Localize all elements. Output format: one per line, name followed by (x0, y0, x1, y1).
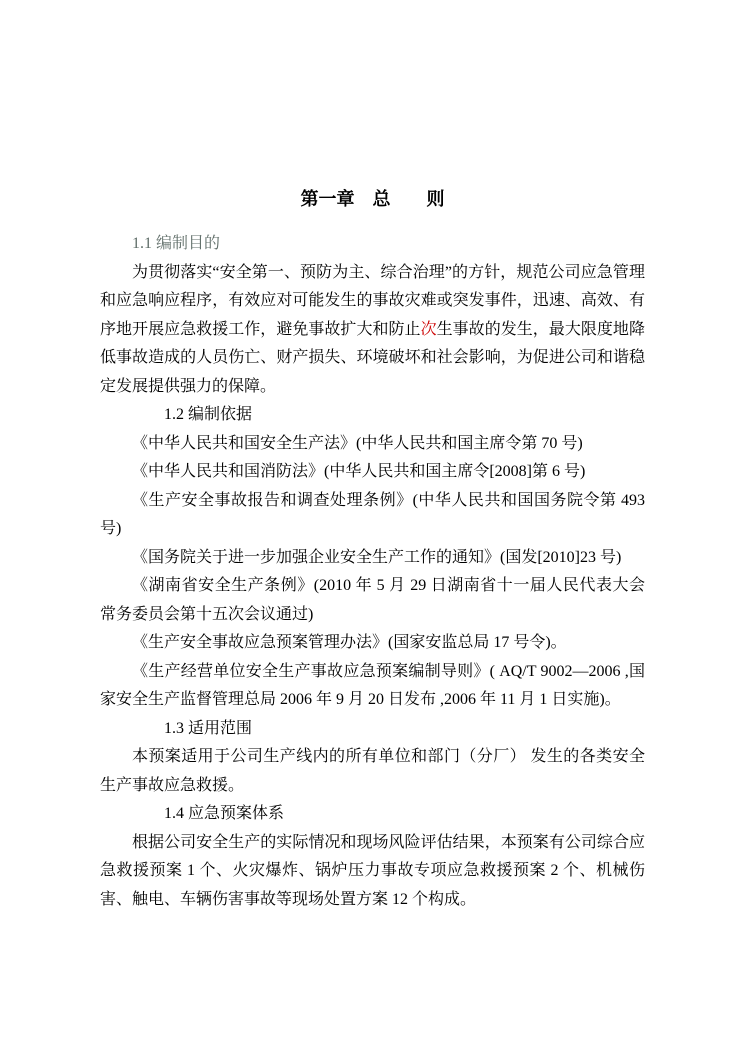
purpose-text-after-red: 生事故的发生，最大限度地降低事故造成的人员伤亡、财产损失、环境破坏和社会影响，为促进公司和谐稳定发展提供强力的保障。 (100, 320, 645, 395)
section-heading-1-3: 1.3 适用范围 (164, 719, 253, 737)
section-heading-1-2: 1.2 编制依据 (164, 406, 253, 423)
paragraph-plan-system: 根据公司安全生产的实际情况和现场风险评估结果，本预案有公司综合应急救援预案 1 个、火灾爆炸、锅炉压力事故专项应急救援预案 2 个、机械伤害、触电、车辆伤害事故等现场处置方案 12 个构成。 (100, 833, 645, 908)
section-heading-1-4: 1.4 应急预案体系 (164, 805, 285, 822)
reference-item-accident-report-regulation: 《生产安全事故报告和调查处理条例》(中华人民共和国国务院令第 493 号) (100, 491, 645, 537)
reference-item-emergency-plan-measures: 《生产安全事故应急预案管理办法》(国家安监总局 17 号令)。 (132, 634, 567, 651)
reference-item-safety-production-law: 《中华人民共和国安全生产法》(中华人民共和国主席令第 70 号) (132, 434, 583, 452)
red-emphasis-character: 次 (420, 320, 437, 338)
reference-item-state-council-notice: 《国务院关于进一步加强企业安全生产工作的通知》(国发[2010]23 号) (132, 548, 622, 566)
reference-item-hunan-regulation: 《湖南省安全生产条例》(2010 年 5 月 29 日湖南省十一届人民代表大会常务委员会第十五次会议通过) (100, 577, 645, 623)
section-heading-1-1: 1.1 编制目的 (132, 235, 221, 252)
paragraph-purpose (100, 259, 645, 402)
reference-item-plan-compilation-guide: 《生产经营单位安全生产事故应急预案编制导则》( AQ/T 9002—2006 ,国家安全生产监督管理总局 2006 年 9 月 20 日发布 ,2006 年 11 月 1 日实施)。 (100, 662, 645, 708)
purpose-text-before-red: 为贯彻落实“安全第一、预防为主、综合治理”的方针，规范公司应急管理和应急响应程序，有效应对可能发生的事故灾难或突发事件，迅速、高效、有序地开展应急救援工作，避免事故扩大和防止 (100, 263, 645, 338)
chapter-title: 第一章 总 则 (300, 189, 445, 209)
paragraph-scope: 本预案适用于公司生产线内的所有单位和部门（分厂） 发生的各类安全生产事故应急救援。 (100, 748, 645, 794)
reference-item-fire-protection-law: 《中华人民共和国消防法》(中华人民共和国主席令[2008]第 6 号) (132, 463, 586, 480)
